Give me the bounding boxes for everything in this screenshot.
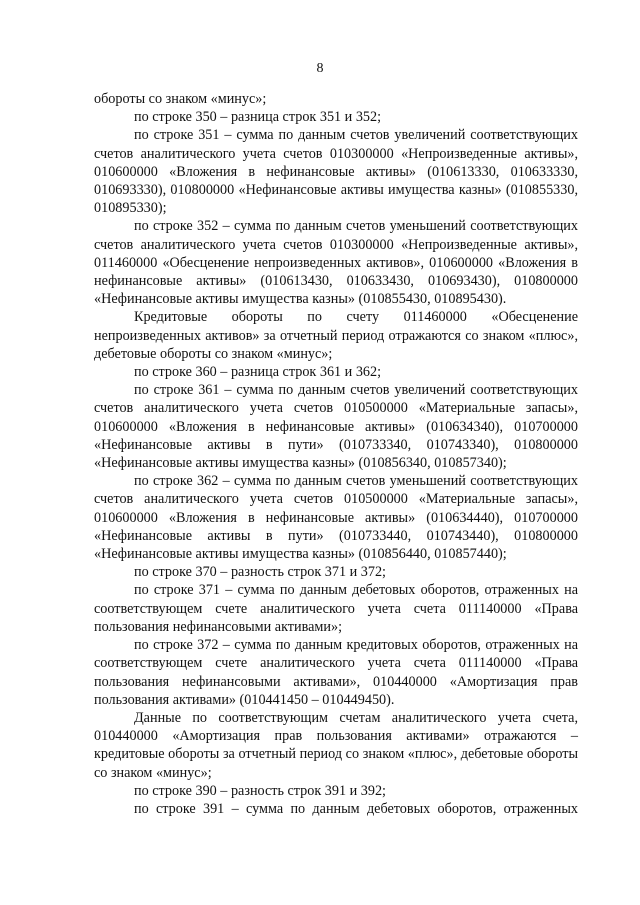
paragraph-line-360: по строке 360 – разница строк 361 и 362; bbox=[134, 364, 382, 381]
paragraph-line-350: по строке 350 – разница строк 351 и 352; bbox=[134, 109, 382, 126]
paragraph-line-391: по строке 391 – сумма по данным дебетовых оборотов, отраженных bbox=[134, 800, 578, 817]
paragraph-line-361: по строке 361 – сумма по данным счетов увеличений соответствующих счетов аналитического учета счетов 010500000 «Материальные запасы», 010600000 «Вложения в нефинансовые активы» (010634340), 010700000 «Нефинансовые активы в пути» (010733340, 010743340), 010800000 «Нефинансовые активы имущества казны» (010856340, 010857340); bbox=[94, 382, 578, 472]
page-number: 8 bbox=[316, 61, 324, 76]
paragraph-line-352: по строке 352 – сумма по данным счетов уменьшений соответствующих счетов аналитического учета счетов 010300000 «Непроизведенные активы», 011460000 «Обесценение непроизведенных активов», 010600000 «Вложения в нефинансовые активы» (010613430, 010633430, 010693430), 010800000 «Нефинансовые активы имущества казны» (010855430, 010895430). bbox=[94, 218, 578, 308]
paragraph-line-351: по строке 351 – сумма по данным счетов увеличений соответствующих счетов аналитического учета счетов 010300000 «Непроизведенные активы», 010600000 «Вложения в нефинансовые активы» (010613330, 010633330, 010693330), 010800000 «Нефинансовые активы имущества казны» (010855330, 010895330); bbox=[94, 127, 578, 217]
paragraph-credit-turnover-011460000: Кредитовые обороты по счету 011460000 «Обесценение непроизведенных активов» за отчетный период отражаются со знаком «плюс», дебетовые обороты со знаком «минус»; bbox=[94, 309, 578, 362]
paragraph-line-362: по строке 362 – сумма по данным счетов уменьшений соответствующих счетов аналитического учета счетов 010500000 «Материальные запасы», 010600000 «Вложения в нефинансовые активы» (010634440), 010700000 «Нефинансовые активы в пути» (010733440, 010743440), 010800000 «Нефинансовые активы имущества казны» (010856440, 010857440); bbox=[94, 473, 578, 563]
paragraph-line-371: по строке 371 – сумма по данным дебетовых оборотов, отраженных на соответствующем счете аналитического учета счета 011140000 «Права пользования нефинансовыми активами»; bbox=[94, 582, 578, 635]
document-body bbox=[94, 90, 578, 818]
paragraph-continuation: обороты со знаком «минус»; bbox=[94, 91, 267, 107]
paragraph-line-372: по строке 372 – сумма по данным кредитовых оборотов, отраженных на соответствующем счете аналитического учета счета 011140000 «Права пользования нефинансовыми активами», 010440000 «Амортизация прав пользования активами» (010441450 – 010449450). bbox=[94, 637, 578, 708]
paragraph-line-390: по строке 390 – разность строк 391 и 392; bbox=[134, 782, 386, 799]
paragraph-account-010440000: Данные по соответствующим счетам аналитического учета счета, 010440000 «Амортизация прав пользования активами» отражаются – кредитовые обороты за отчетный период со знаком «плюс», дебетовые обороты со знаком «минус»; bbox=[94, 709, 578, 781]
paragraph-line-370: по строке 370 – разность строк 371 и 372; bbox=[134, 564, 386, 581]
